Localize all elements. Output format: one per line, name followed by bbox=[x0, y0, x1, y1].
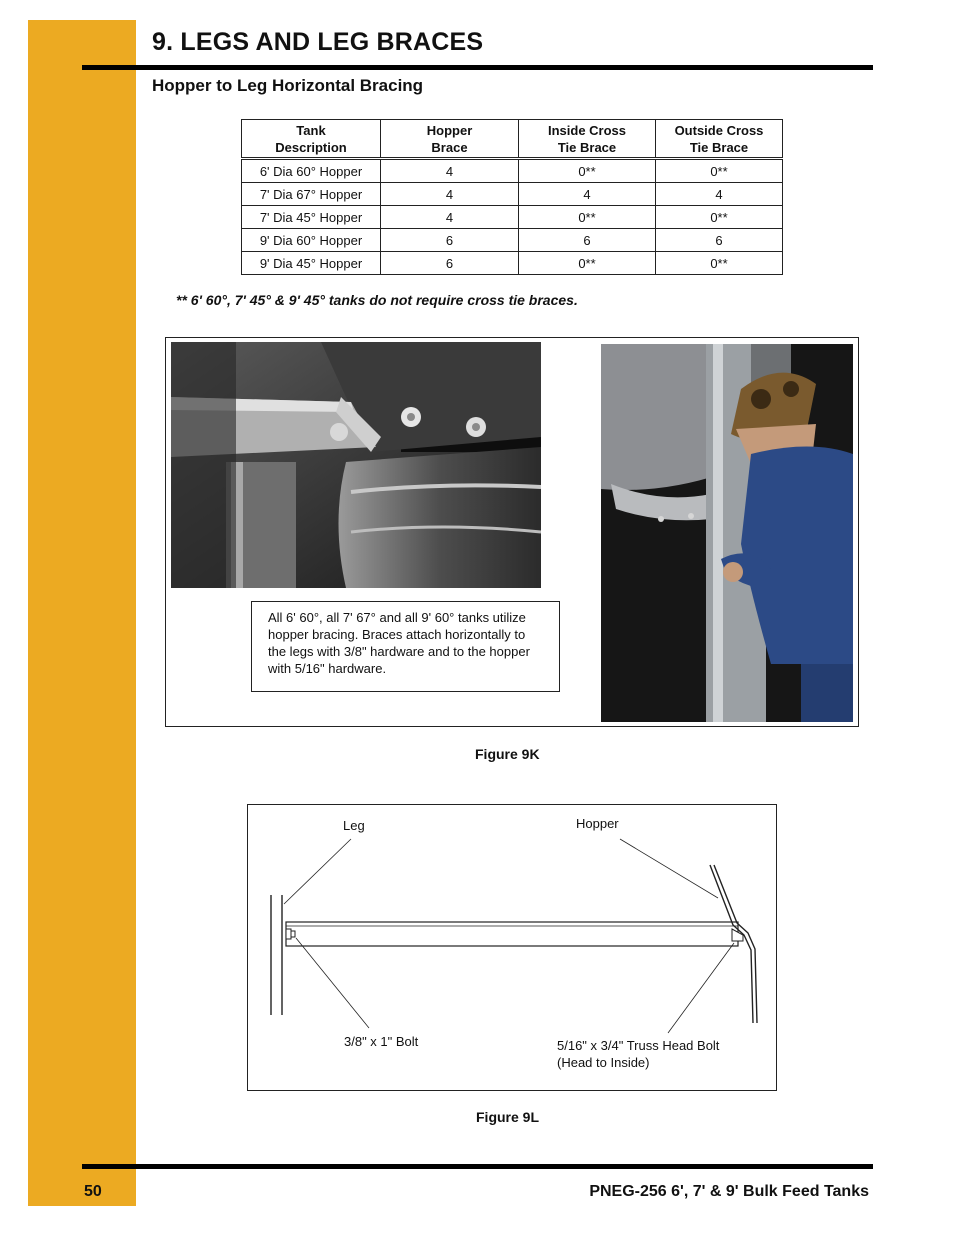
table-cell: 0** bbox=[656, 206, 783, 229]
installer-photo bbox=[601, 344, 853, 722]
table-cell: 7' Dia 67° Hopper bbox=[242, 183, 381, 206]
figure-9l-frame bbox=[247, 804, 777, 1091]
table-cell: 4 bbox=[381, 159, 519, 183]
table-cell: 6 bbox=[656, 229, 783, 252]
table-cell: 6 bbox=[381, 229, 519, 252]
table-row bbox=[242, 159, 783, 183]
document-title: PNEG-256 6', 7' & 9' Bulk Feed Tanks bbox=[589, 1183, 869, 1200]
column-header-tank-description: Tank Description bbox=[242, 120, 381, 159]
column-header-hopper-brace: Hopper Brace bbox=[381, 120, 519, 159]
table-cell: 0** bbox=[519, 206, 656, 229]
leg-label: Leg bbox=[343, 818, 365, 833]
table-cell: 6 bbox=[519, 229, 656, 252]
table-cell: 0** bbox=[656, 159, 783, 183]
column-header-inside-cross-tie-brace: Inside Cross Tie Brace bbox=[519, 120, 656, 159]
page-title: 9. LEGS AND LEG BRACES bbox=[152, 28, 484, 56]
header-rule bbox=[82, 65, 873, 70]
table-footnote: ** 6' 60°, 7' 45° & 9' 45° tanks do not require cross tie braces. bbox=[176, 292, 578, 308]
table-cell: 6 bbox=[381, 252, 519, 275]
table-cell: 4 bbox=[656, 183, 783, 206]
figure-9k-caption bbox=[251, 601, 560, 692]
table-cell: 0** bbox=[656, 252, 783, 275]
bolt-3-8-label: 3/8" x 1" Bolt bbox=[344, 1034, 419, 1049]
table-row bbox=[242, 206, 783, 229]
caption-line: All 6' 60°, all 7' 67° and all 9' 60° tanks utilize bbox=[268, 610, 526, 625]
page-number: 50 bbox=[84, 1183, 102, 1200]
truss-bolt-label: 5/16" x 3/4" Truss Head Bolt (Head to Inside) bbox=[557, 1038, 720, 1070]
bracket-closeup-photo bbox=[171, 342, 541, 588]
table-row bbox=[242, 183, 783, 206]
table-cell: 4 bbox=[381, 206, 519, 229]
table-cell: 7' Dia 45° Hopper bbox=[242, 206, 381, 229]
caption-line: hopper bracing. Braces attach horizontally to bbox=[268, 627, 526, 642]
section-title: Hopper to Leg Horizontal Bracing bbox=[152, 76, 424, 95]
table-cell: 9' Dia 45° Hopper bbox=[242, 252, 381, 275]
table-cell: 9' Dia 60° Hopper bbox=[242, 229, 381, 252]
footer-rule bbox=[82, 1164, 873, 1169]
table-cell: 0** bbox=[519, 159, 656, 183]
table-header-row bbox=[242, 120, 783, 159]
table-cell: 4 bbox=[519, 183, 656, 206]
caption-line: the legs with 3/8" hardware and to the hopper bbox=[268, 644, 530, 659]
table-row bbox=[242, 229, 783, 252]
bracing-table bbox=[241, 119, 783, 275]
table-cell: 0** bbox=[519, 252, 656, 275]
figure-9k-label: Figure 9K bbox=[475, 746, 540, 762]
side-color-bar bbox=[28, 20, 136, 1206]
table-row bbox=[242, 252, 783, 275]
table-cell: 4 bbox=[381, 183, 519, 206]
caption-line: with 5/16" hardware. bbox=[268, 661, 387, 676]
figure-9l-label: Figure 9L bbox=[476, 1109, 540, 1125]
column-header-outside-cross-tie-brace: Outside Cross Tie Brace bbox=[656, 120, 783, 159]
table-cell: 6' Dia 60° Hopper bbox=[242, 159, 381, 183]
hopper-label: Hopper bbox=[576, 816, 619, 831]
